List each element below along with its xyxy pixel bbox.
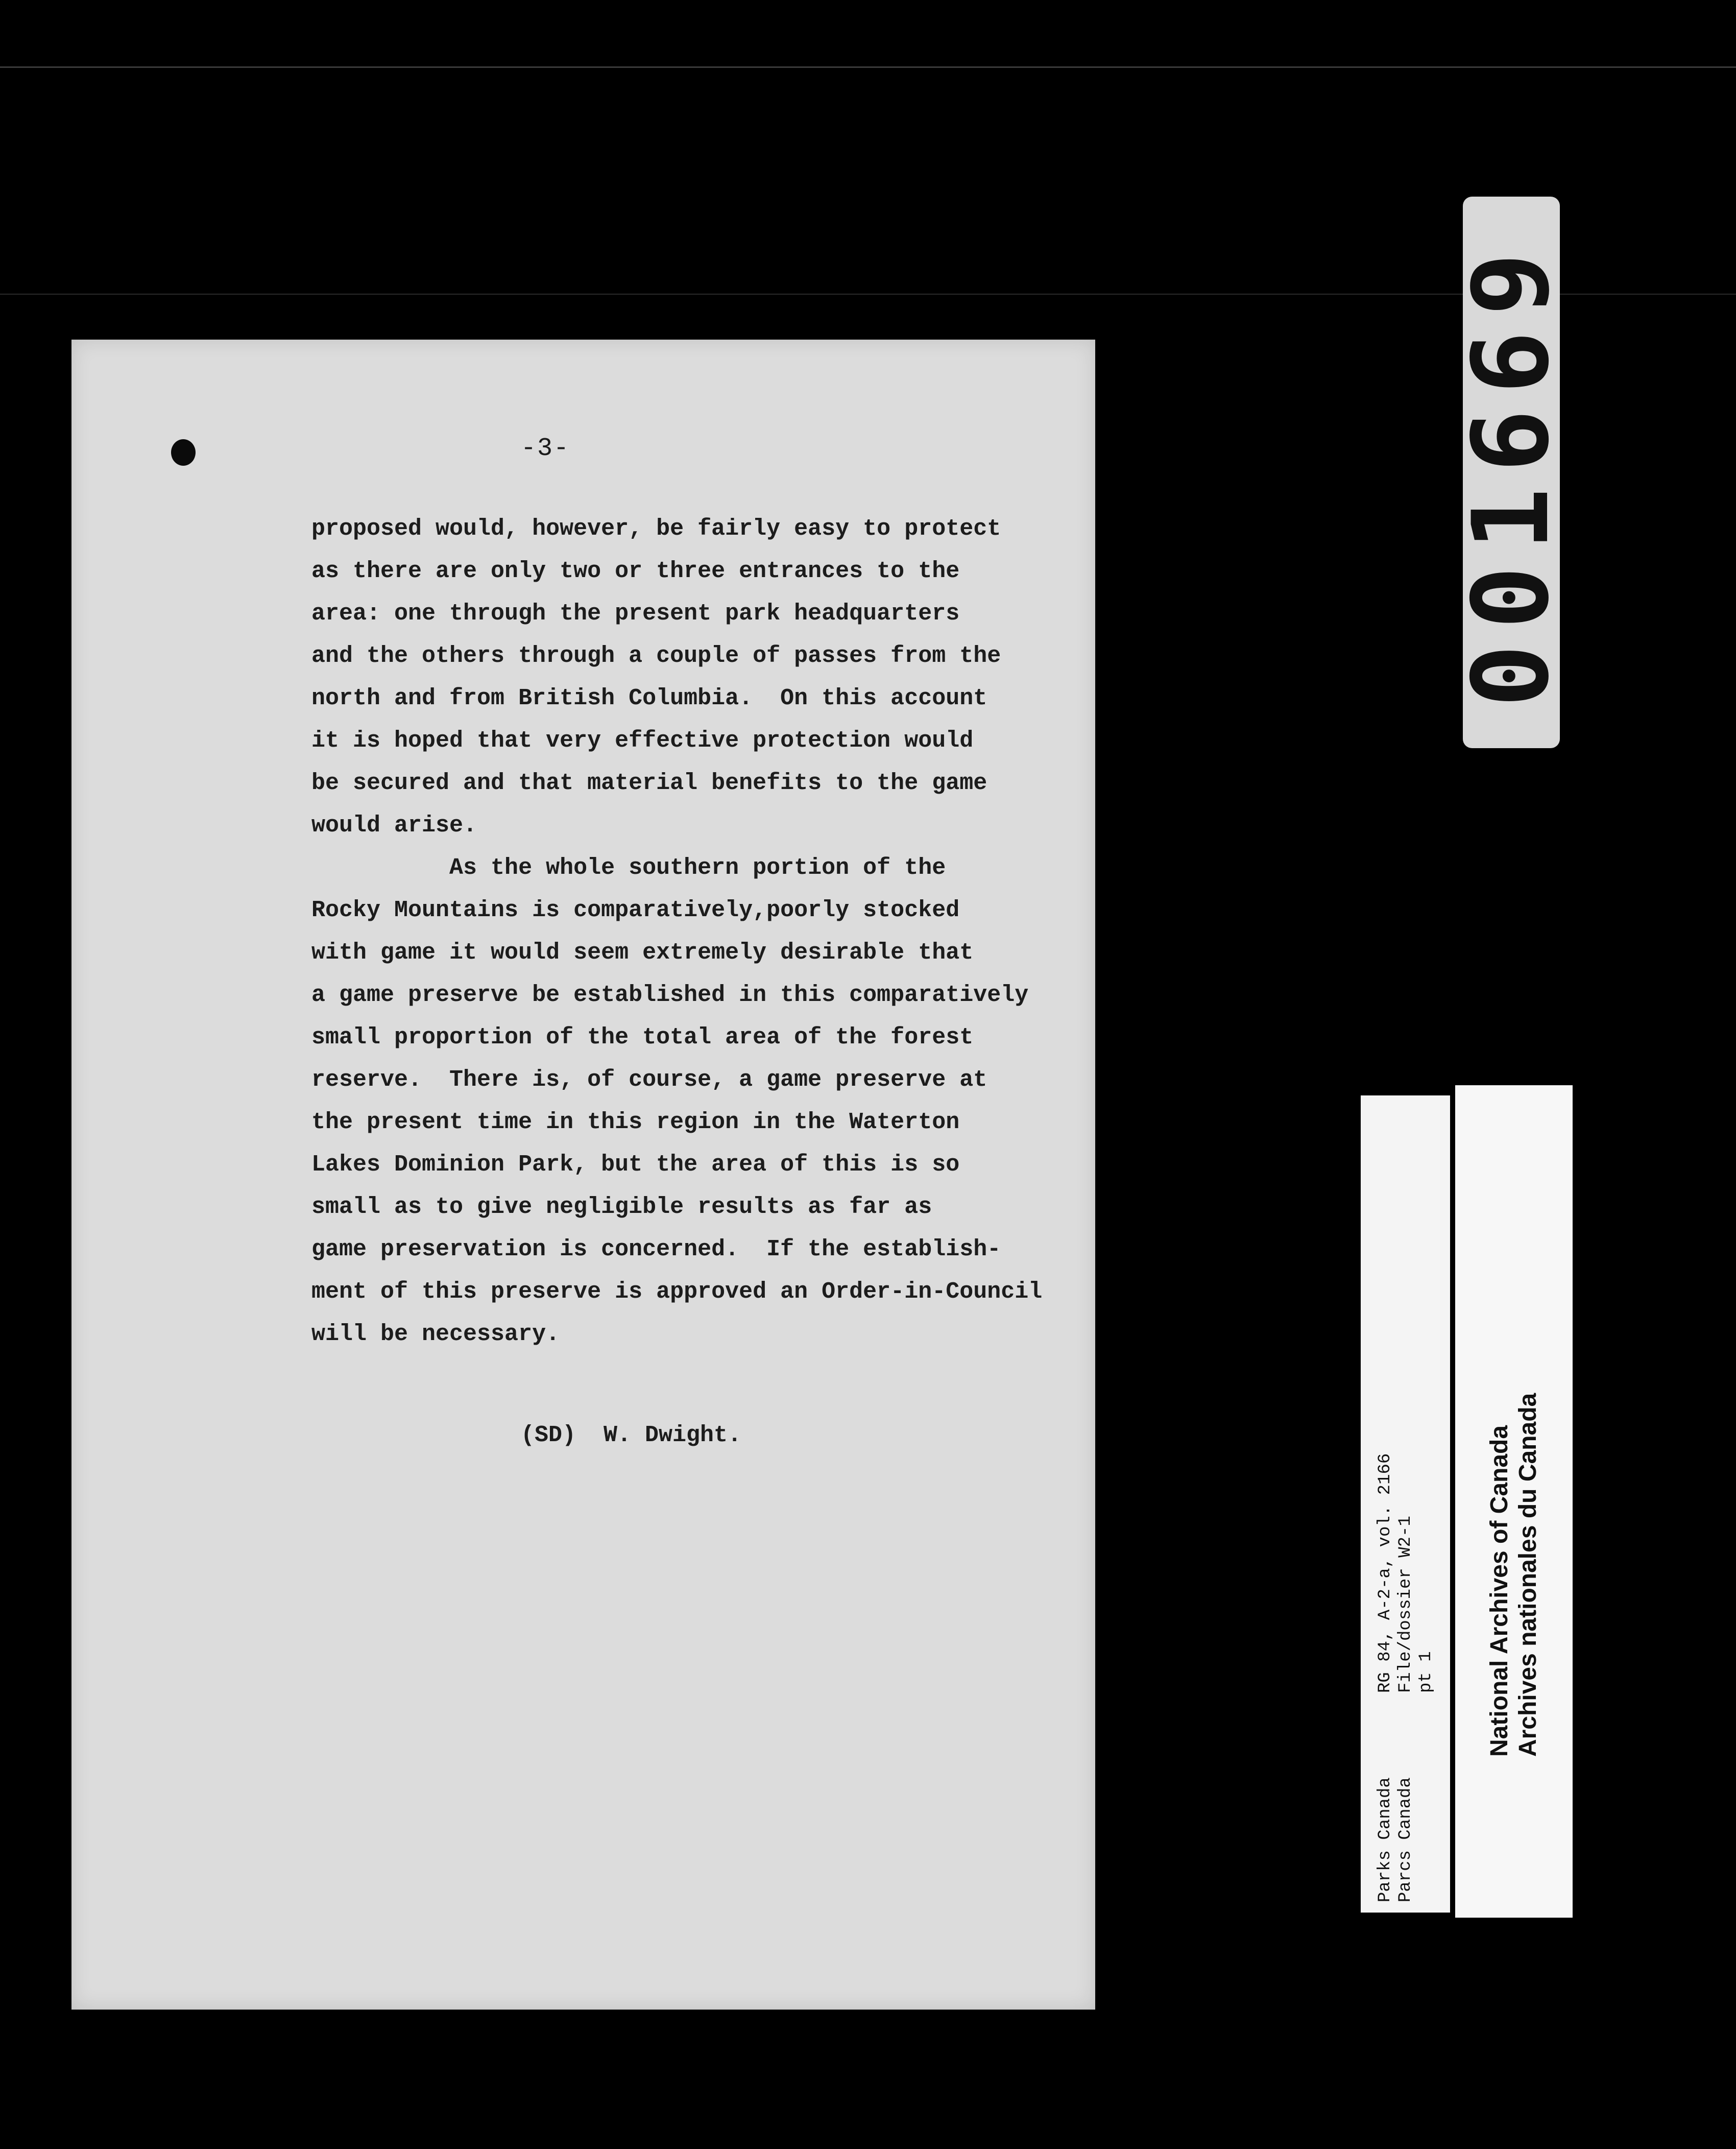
punch-hole — [171, 439, 196, 466]
text-line: it is hoped that very effective protection would — [311, 728, 974, 754]
text-line: Lakes Dominion Park, but the area of this is so — [311, 1152, 960, 1178]
text-line: small proportion of the total area of the forest — [311, 1024, 974, 1050]
text-line: with game it would seem extremely desirable that — [311, 940, 974, 966]
text-line: be secured and that material benefits to the game — [311, 770, 987, 796]
text-line: will be necessary. — [311, 1321, 560, 1347]
text-line: as there are only two or three entrances to the — [311, 558, 960, 584]
text-line: game preservation is concerned. If the establish- — [311, 1236, 1001, 1262]
reference-label — [1361, 1095, 1450, 1913]
signature: (SD) W. Dwight. — [521, 1422, 742, 1448]
text-line: reserve. There is, of course, a game preserve at — [311, 1067, 987, 1093]
reference-agency — [1375, 1713, 1436, 1902]
archive-name-en: National Archives of Canada — [1486, 1425, 1513, 1757]
text-line: proposed would, however, be fairly easy to protect — [311, 516, 1001, 542]
frame-number: 001669 — [1451, 237, 1572, 708]
reference-record-group: RG 84, A-2-a, vol. 2166 — [1375, 1453, 1395, 1693]
frame-number-label — [1451, 197, 1572, 748]
text-line: area: one through the present park headquarters — [311, 601, 960, 627]
text-line: small as to give negligible results as far as — [311, 1194, 932, 1220]
reference-agency-fr: Parcs Canada — [1395, 1777, 1415, 1902]
text-line: would arise. — [311, 813, 477, 839]
text-line: As the whole southern portion of the — [311, 855, 946, 881]
text-line: north and from British Columbia. On this account — [311, 685, 987, 711]
archive-text — [1485, 1246, 1542, 1757]
page-number: -3- — [521, 434, 570, 463]
reference-text — [1375, 1106, 1436, 1902]
text-line: Rocky Mountains is comparatively,poorly stocked — [311, 897, 960, 923]
text-line: ment of this preserve is approved an Order-in-Council — [311, 1279, 1043, 1305]
archive-label — [1455, 1085, 1573, 1918]
reference-agency-en: Parks Canada — [1375, 1777, 1395, 1902]
text-line: and the others through a couple of passes from the — [311, 643, 1001, 669]
text-line: a game preserve be established in this comparatively — [311, 982, 1029, 1008]
film-edge-line — [0, 66, 1736, 68]
archive-name-fr: Archives nationales du Canada — [1514, 1393, 1541, 1757]
text-line: the present time in this region in the Waterton — [311, 1109, 960, 1135]
letter-page — [71, 340, 1095, 2010]
reference-citation — [1375, 1453, 1436, 1693]
reference-part: pt 1 — [1416, 1651, 1436, 1693]
reference-file: File/dossier W2-1 — [1395, 1516, 1415, 1693]
